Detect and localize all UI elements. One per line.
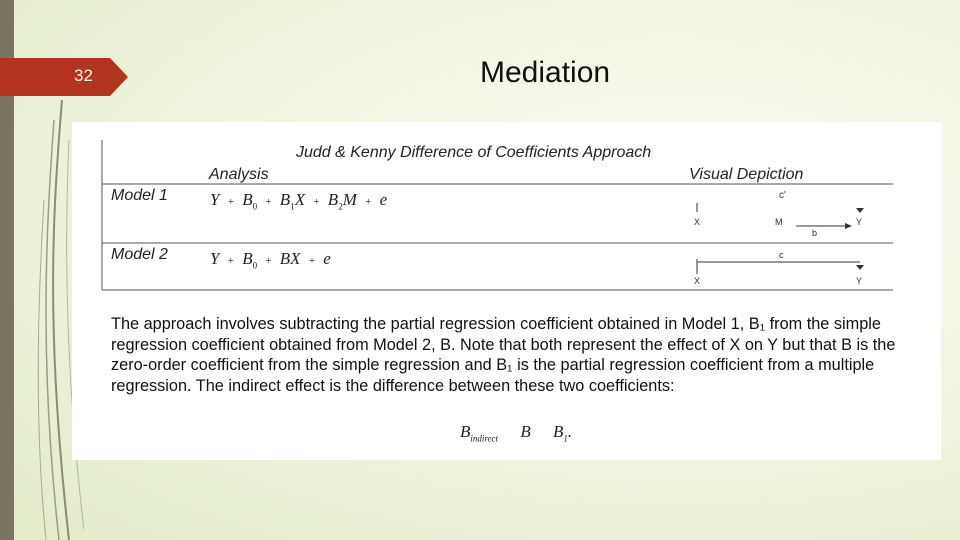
table-title: Judd & Kenny Difference of Coefficients Approach	[296, 144, 652, 161]
eq-e: e	[379, 190, 388, 209]
formula-b1: B	[552, 422, 564, 441]
formula-b-indirect: B	[460, 422, 471, 441]
eq-m: M	[342, 190, 357, 209]
eq-b2: B	[327, 190, 339, 209]
node-x-label: X	[694, 276, 701, 286]
eq-b0-sub: 0	[252, 260, 258, 271]
eq-op: +	[308, 255, 316, 267]
eq-x: X	[294, 190, 306, 209]
eq-op: +	[227, 255, 234, 267]
formula-period: .	[567, 422, 573, 441]
column-header-analysis: Analysis	[209, 166, 269, 183]
slide-number: 32	[74, 66, 93, 85]
model-1-label: Model 1	[111, 187, 168, 204]
path-c-label: c	[779, 250, 784, 260]
eq-y: Y	[210, 190, 220, 209]
eq-b0: B	[242, 249, 253, 268]
path-c-prime-label: c'	[779, 190, 786, 201]
model-2-label: Model 2	[111, 246, 168, 263]
explanation-paragraph: The approach involves subtracting the partial regression coefficient obtained in Model 1, B₁ from the simple regression coefficient obtained from Model 2, B. Note that both represent the effect of X on Y but that B is the zero-order coefficient from the simple regression and B₁ is the partial regression coefficient from a multiple regression. The indirect effect is the difference between these two coefficients:	[111, 315, 896, 395]
slide-title: Mediation	[480, 56, 611, 89]
eq-op: +	[227, 196, 234, 208]
indirect-effect-formula	[460, 422, 572, 443]
formula-sub-indirect: indirect	[470, 433, 499, 444]
eq-y: Y	[210, 249, 220, 268]
eq-bx: BX	[279, 249, 301, 268]
node-m-label: M	[775, 217, 783, 227]
formula-sub-1: 1	[563, 433, 568, 444]
eq-b2-sub: 2	[338, 201, 343, 212]
eq-op: +	[265, 196, 272, 208]
node-y-label: Y	[856, 276, 863, 286]
eq-b1: B	[279, 190, 291, 209]
eq-b0: B	[242, 190, 253, 209]
eq-op: +	[313, 196, 320, 208]
column-header-visual: Visual Depiction	[689, 166, 804, 183]
node-x-label: X	[694, 217, 701, 227]
path-b-label: b	[812, 228, 818, 238]
model-2-equation	[210, 249, 331, 270]
eq-b0-sub: 0	[252, 201, 258, 212]
eq-op: +	[265, 255, 272, 267]
eq-e: e	[323, 249, 331, 268]
node-y-label: Y	[856, 217, 863, 227]
eq-op: +	[365, 196, 372, 208]
formula-b: B	[520, 422, 531, 441]
eq-b1-sub: 1	[290, 201, 295, 212]
model-1-equation	[210, 190, 387, 211]
